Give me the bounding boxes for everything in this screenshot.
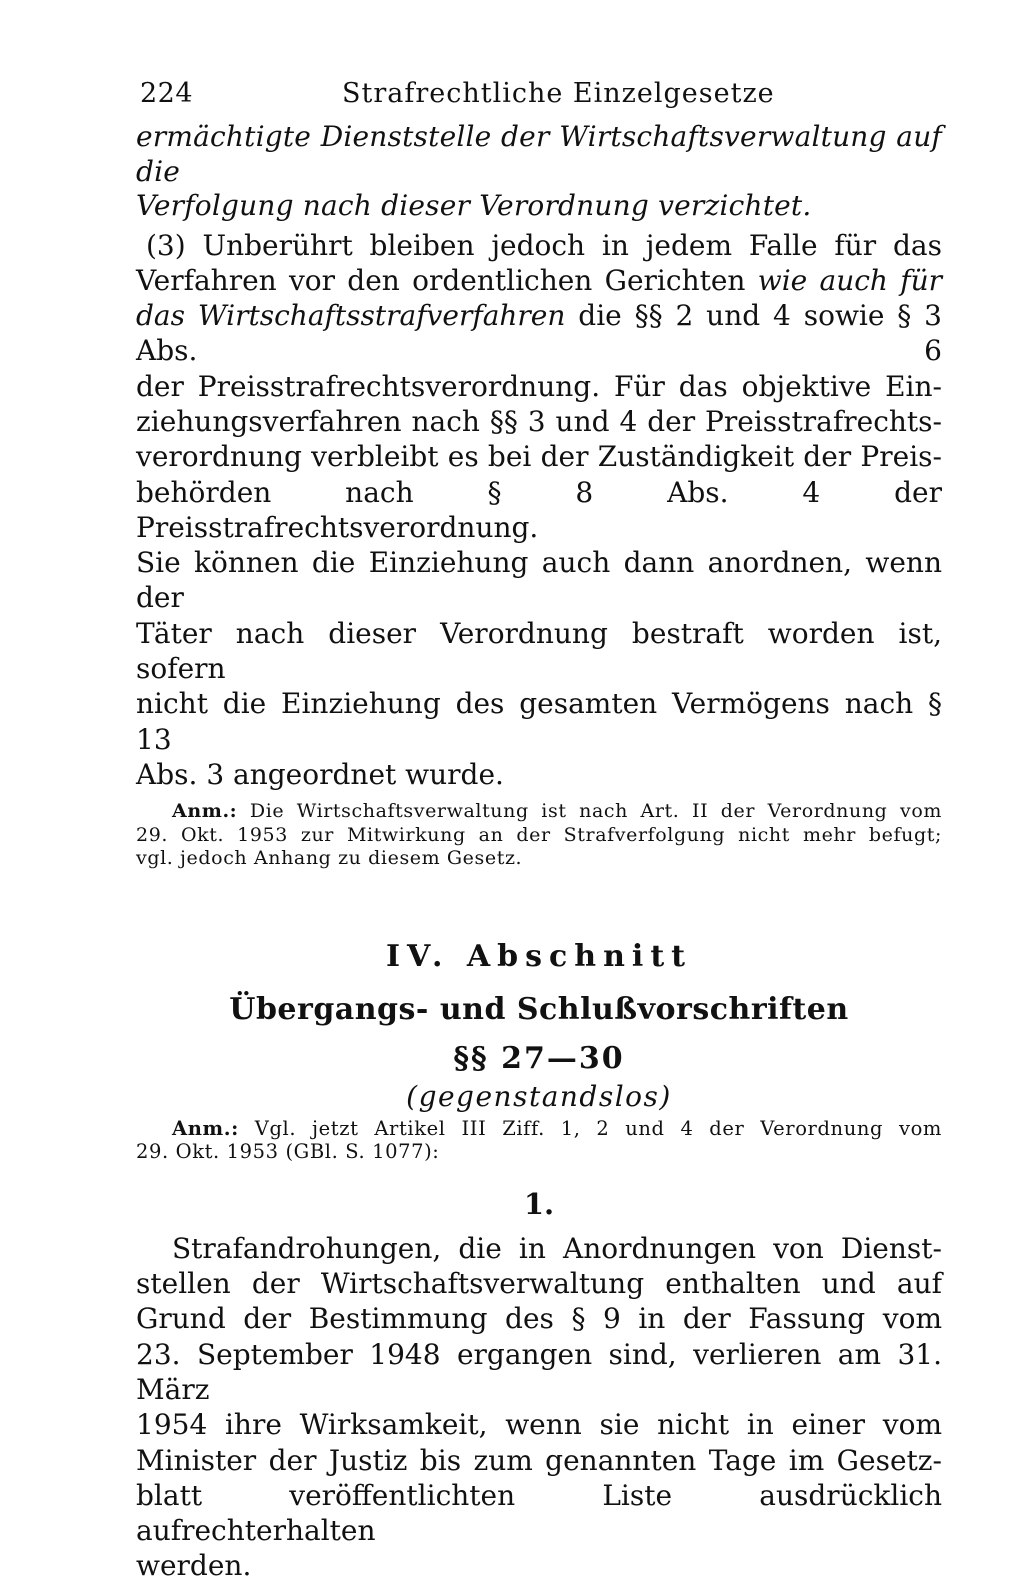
text-line: Minister der Justiz bis zum genannten Tage im Gesetz-	[136, 1443, 942, 1477]
text-span: Die Wirtschaftsverwaltung ist nach Art. II der Verordnung vom	[237, 800, 942, 823]
note-label: Anm.:	[172, 1116, 239, 1140]
text-line: Sie können die Einziehung auch dann anordnen, wenn der	[136, 546, 942, 615]
text-line: Verfolgung nach dieser Verordnung verzichtet.	[136, 189, 812, 222]
text-line: ermächtigte Dienststelle der Wirtschaftsverwaltung auf die	[136, 120, 942, 188]
text-line: Abs. 3 angeordnet wurde.	[136, 757, 504, 791]
page-number: 224	[140, 78, 194, 109]
text-line: verordnung verbleibt es bei der Zuständigkeit der Preis-	[136, 440, 942, 474]
annotation-note-1	[136, 800, 942, 871]
text-span: Vgl. jetzt Artikel III Ziff. 1, 2 und 4 der Verordnung vom	[238, 1116, 942, 1140]
item-1-text	[136, 1231, 942, 1584]
text-line	[136, 298, 942, 369]
paragraph-range: §§ 27—30	[453, 1040, 625, 1076]
section-heading: IV. Abschnitt	[385, 938, 693, 974]
text-line: der Preisstrafrechtsverordnung. Für das objektive Ein-	[136, 369, 942, 403]
annotation-note-2	[136, 1117, 942, 1163]
text-line	[136, 263, 942, 298]
running-header	[136, 78, 942, 120]
text-line	[136, 1117, 942, 1140]
text-span: die §§ 2 und 4 sowie § 3 Abs. 6	[136, 299, 942, 368]
text-line: stellen der Wirtschaftsverwaltung enthalten und auf	[136, 1267, 942, 1301]
text-line: werden.	[136, 1549, 252, 1583]
status-note: (gegenstandslos)	[406, 1079, 672, 1113]
running-title: Strafrechtliche Einzelgesetze	[342, 78, 775, 109]
text-line	[136, 800, 942, 824]
item-number: 1.	[523, 1186, 555, 1221]
text-line: ziehungsverfahren nach §§ 3 und 4 der Preisstrafrechts-	[136, 404, 942, 438]
paragraph-3	[136, 228, 942, 793]
section-title: Übergangs- und Schlußvorschriften	[229, 991, 849, 1027]
continuation-text	[136, 120, 942, 224]
italic-span: das Wirtschaftsstrafverfahren	[136, 299, 566, 333]
text-line: 1954 ihre Wirksamkeit, wenn sie nicht in einer vom	[136, 1408, 942, 1442]
text-line: 29. Okt. 1953 zur Mitwirkung an der Strafverfolgung nicht mehr befugt;	[136, 823, 942, 846]
text-line: blatt veröffentlichten Liste ausdrücklich aufrechterhalten	[136, 1478, 942, 1548]
note-label: Anm.:	[172, 800, 238, 823]
text-line: Strafandrohungen, die in Anordnungen von Dienst-	[172, 1231, 942, 1265]
page	[136, 78, 942, 1584]
text-line: Grund der Bestimmung des § 9 in der Fassung vom	[136, 1302, 942, 1336]
italic-span: wie auch für	[757, 263, 943, 297]
text-line: Täter nach dieser Verordnung bestraft worden ist, sofern	[136, 616, 942, 686]
text-span: Verfahren vor den ordentlichen Gerichten	[136, 263, 758, 297]
text-line: (3) Unberührt bleiben jedoch in jedem Falle für das	[146, 228, 942, 262]
text-line: vgl. jedoch Anhang zu diesem Gesetz.	[136, 847, 523, 870]
text-line: 29. Okt. 1953 (GBl. S. 1077):	[136, 1139, 440, 1163]
text-line: behörden nach § 8 Abs. 4 der Preisstrafrechtsverordnung.	[136, 475, 942, 544]
text-line: nicht die Einziehung des gesamten Vermögens nach § 13	[136, 687, 942, 756]
text-line: 23. September 1948 ergangen sind, verlieren am 31. März	[136, 1337, 942, 1406]
